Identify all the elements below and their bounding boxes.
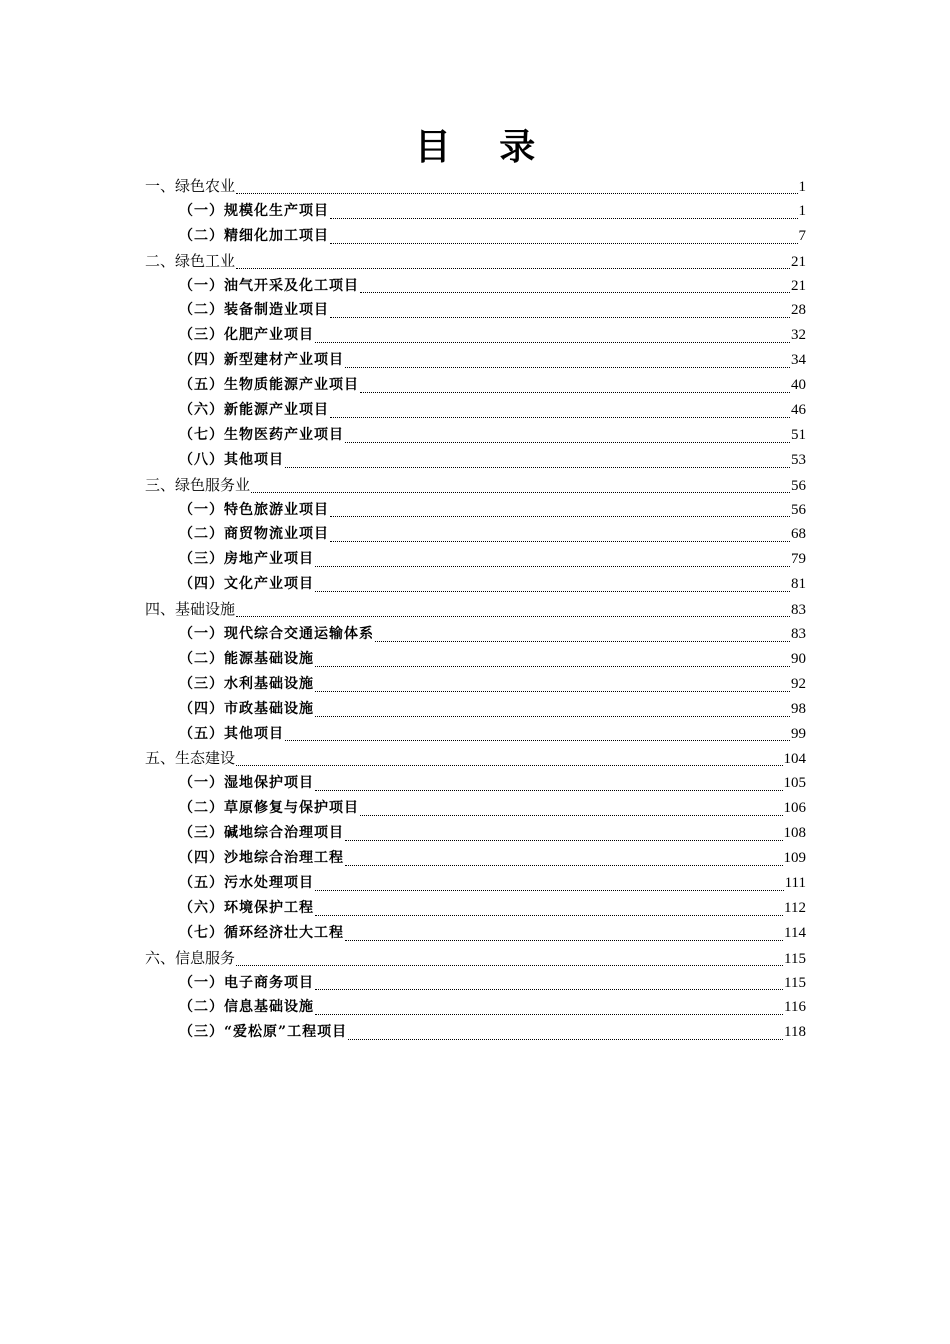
toc-dot-leader	[348, 1039, 783, 1040]
toc-entry-label: （三）碱地综合治理项目	[179, 825, 344, 842]
toc-dot-leader	[315, 915, 783, 916]
toc-page-number: 51	[791, 426, 806, 443]
toc-page-number: 56	[791, 501, 806, 518]
toc-entry-label: （二）草原修复与保护项目	[179, 800, 359, 817]
toc-page-number: 105	[783, 775, 806, 792]
toc-dot-leader	[236, 193, 797, 194]
toc-dot-leader	[330, 317, 790, 318]
toc-page-number: 104	[783, 751, 806, 768]
toc-subsection-entry[interactable]	[145, 672, 806, 697]
toc-subsection-entry[interactable]	[145, 821, 806, 846]
toc-page-number: 108	[783, 825, 806, 842]
toc-dot-leader	[315, 591, 790, 592]
toc-page-number: 106	[783, 800, 806, 817]
toc-entry-label: （二）装备制造业项目	[179, 302, 329, 319]
toc-dot-leader	[360, 392, 790, 393]
toc-section-entry[interactable]	[145, 473, 806, 498]
toc-page-number: 116	[784, 999, 806, 1016]
toc-entry-label: （四）市政基础设施	[179, 700, 314, 717]
toc-page-number: 99	[791, 725, 806, 742]
toc-dot-leader	[236, 616, 790, 617]
toc-dot-leader	[345, 367, 790, 368]
toc-subsection-entry[interactable]	[145, 448, 806, 473]
toc-section-entry[interactable]	[145, 746, 806, 771]
toc-page-number: 1	[798, 179, 806, 195]
toc-entry-label: （一）油气开采及化工项目	[179, 277, 359, 294]
toc-entry-label: （二）能源基础设施	[179, 650, 314, 667]
toc-page-number: 34	[791, 352, 806, 369]
toc-page-number: 112	[784, 899, 806, 916]
toc-dot-leader	[330, 516, 790, 517]
toc-subsection-entry[interactable]	[145, 522, 806, 547]
toc-subsection-entry[interactable]	[145, 373, 806, 398]
toc-page-number: 79	[791, 551, 806, 568]
toc-dot-leader	[330, 541, 790, 542]
toc-dot-leader	[285, 740, 790, 741]
toc-page-number: 98	[791, 700, 806, 717]
toc-subsection-entry[interactable]	[145, 796, 806, 821]
toc-page-number: 46	[791, 402, 806, 419]
toc-page-number: 56	[791, 477, 806, 494]
toc-page-number: 109	[783, 850, 806, 867]
toc-subsection-entry[interactable]	[145, 224, 806, 249]
toc-entry-label: 一、绿色农业	[145, 177, 236, 195]
toc-dot-leader	[236, 965, 783, 966]
toc-subsection-entry[interactable]	[145, 498, 806, 523]
toc-entry-label: （一）湿地保护项目	[179, 775, 314, 792]
toc-dot-leader	[315, 716, 790, 717]
toc-page-number: 90	[791, 650, 806, 667]
toc-subsection-entry[interactable]	[145, 697, 806, 722]
toc-subsection-entry[interactable]	[145, 921, 806, 946]
toc-entry-label: （六）环境保护工程	[179, 899, 314, 916]
toc-page-number: 32	[791, 327, 806, 344]
toc-entry-label: （一）特色旅游业项目	[179, 501, 329, 518]
toc-entry-label: （四）新型建材产业项目	[179, 352, 344, 369]
toc-page-number: 1	[798, 202, 806, 219]
toc-entry-label: 六、信息服务	[145, 948, 236, 967]
toc-page-number: 21	[791, 277, 806, 294]
toc-page-number: 111	[784, 874, 806, 891]
toc-entry-label: （五）其他项目	[179, 725, 284, 742]
toc-section-entry[interactable]	[145, 249, 806, 274]
toc-subsection-entry[interactable]	[145, 572, 806, 597]
toc-page-number: 83	[791, 626, 806, 643]
toc-page-number: 53	[791, 451, 806, 468]
toc-subsection-entry[interactable]	[145, 348, 806, 373]
toc-subsection-entry[interactable]	[145, 647, 806, 672]
toc-entry-label: （二）商贸物流业项目	[179, 526, 329, 543]
toc-page-number: 114	[784, 924, 806, 941]
toc-subsection-entry[interactable]	[145, 846, 806, 871]
toc-dot-leader	[315, 1014, 783, 1015]
toc-section-entry[interactable]	[145, 174, 806, 199]
toc-page-number: 92	[791, 675, 806, 692]
toc-entry-label: （一）规模化生产项目	[179, 202, 329, 219]
toc-page-number: 115	[784, 950, 806, 967]
toc-dot-leader	[315, 342, 790, 343]
toc-dot-leader	[360, 292, 790, 293]
toc-entry-label: （四）沙地综合治理工程	[179, 850, 344, 867]
toc-entry-label: （二）信息基础设施	[179, 999, 314, 1016]
toc-entry-label: （八）其他项目	[179, 451, 284, 468]
toc-dot-leader	[345, 442, 790, 443]
toc-entry-label: （七）生物医药产业项目	[179, 426, 344, 443]
toc-entry-label: （三）水利基础设施	[179, 675, 314, 692]
toc-dot-leader	[375, 641, 790, 642]
toc-subsection-entry[interactable]	[145, 274, 806, 299]
toc-entry-label: （四）文化产业项目	[179, 576, 314, 593]
toc-subsection-entry[interactable]	[145, 423, 806, 448]
toc-subsection-entry[interactable]	[145, 995, 806, 1020]
toc-dot-leader	[330, 218, 798, 219]
toc-entry-label: （三）房地产业项目	[179, 551, 314, 568]
toc-subsection-entry[interactable]	[145, 547, 806, 572]
toc-page-number: 21	[791, 253, 806, 270]
toc-subsection-entry[interactable]	[145, 622, 806, 647]
toc-entry-label: （三）化肥产业项目	[179, 327, 314, 344]
toc-dot-leader	[285, 467, 790, 468]
toc-dot-leader	[315, 890, 784, 891]
toc-subsection-entry[interactable]	[145, 871, 806, 896]
toc-section-entry[interactable]	[145, 597, 806, 622]
toc-entry-label: 五、生态建设	[145, 749, 236, 768]
toc-subsection-entry[interactable]	[145, 722, 806, 747]
toc-subsection-entry[interactable]	[145, 298, 806, 323]
toc-page-number: 115	[784, 974, 806, 991]
toc-title: 目 录	[414, 126, 554, 168]
table-of-contents	[145, 174, 806, 1045]
toc-dot-leader	[345, 865, 783, 866]
toc-entry-label: （一）现代综合交通运输体系	[179, 626, 374, 643]
toc-page-number: 81	[791, 576, 806, 593]
toc-dot-leader	[315, 666, 790, 667]
toc-dot-leader	[315, 989, 783, 990]
toc-page-number: 7	[798, 227, 806, 244]
toc-dot-leader	[315, 691, 790, 692]
toc-page-number: 83	[791, 602, 806, 619]
toc-entry-label: 二、绿色工业	[145, 251, 236, 270]
toc-dot-leader	[236, 268, 790, 269]
toc-subsection-entry[interactable]	[145, 199, 806, 224]
toc-dot-leader	[345, 840, 783, 841]
toc-subsection-entry[interactable]	[145, 398, 806, 423]
toc-dot-leader	[251, 492, 790, 493]
toc-page-number: 118	[784, 1024, 806, 1041]
toc-subsection-entry[interactable]	[145, 323, 806, 348]
toc-subsection-entry[interactable]	[145, 896, 806, 921]
toc-section-entry[interactable]	[145, 946, 806, 971]
toc-entry-label: 四、基础设施	[145, 600, 236, 619]
toc-entry-label: 三、绿色服务业	[145, 475, 251, 494]
toc-entry-label: （五）生物质能源产业项目	[179, 377, 359, 394]
toc-entry-label: （二）精细化加工项目	[179, 227, 329, 244]
toc-page-number: 40	[791, 377, 806, 394]
toc-dot-leader	[330, 243, 798, 244]
toc-page-number: 68	[791, 526, 806, 543]
toc-page-number: 28	[791, 302, 806, 319]
toc-dot-leader	[315, 566, 790, 567]
toc-entry-label: （五）污水处理项目	[179, 874, 314, 891]
toc-subsection-entry[interactable]	[145, 1020, 806, 1045]
toc-dot-leader	[345, 940, 783, 941]
toc-dot-leader	[360, 815, 783, 816]
toc-entry-label: （三）“爱松原”工程项目	[179, 1024, 348, 1041]
toc-subsection-entry[interactable]	[145, 971, 806, 996]
toc-subsection-entry[interactable]	[145, 771, 806, 796]
toc-dot-leader	[236, 765, 782, 766]
toc-dot-leader	[330, 417, 790, 418]
toc-entry-label: （七）循环经济壮大工程	[179, 924, 344, 941]
toc-entry-label: （六）新能源产业项目	[179, 402, 329, 419]
toc-entry-label: （一）电子商务项目	[179, 974, 314, 991]
toc-dot-leader	[315, 790, 783, 791]
